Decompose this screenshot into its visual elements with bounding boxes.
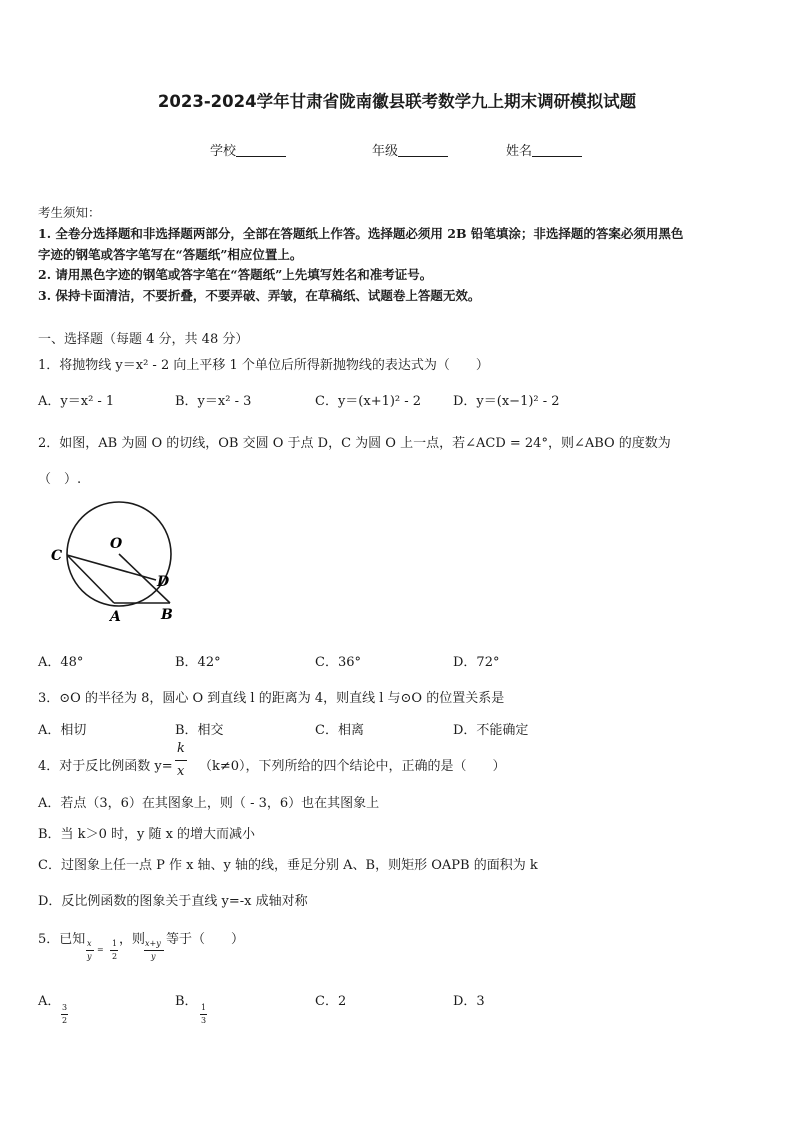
school-label: 学校 [210, 144, 237, 159]
q1-option-b[interactable]: B．y＝x² - 3 [175, 394, 252, 409]
q5-option-c[interactable]: C．2 [315, 994, 347, 1009]
q5-given-right-num: 1 [112, 939, 118, 948]
notice-heading: 考生须知： [38, 205, 101, 220]
q2-stem-tail: （ ）. [38, 472, 82, 487]
label-b: B [161, 607, 173, 623]
q2-option-a[interactable]: A．48° [38, 655, 84, 670]
q1-option-a[interactable]: A．y＝x² - 1 [38, 394, 115, 409]
q1-stem: 1．将抛物线 y＝x² - 2 向上平移 1 个单位后所得新抛物线的表达式为（ ） [38, 358, 489, 373]
q2-option-b[interactable]: B．42° [175, 655, 221, 670]
q5-option-b-label: B． [175, 994, 198, 1009]
q5-option-b[interactable] [175, 990, 198, 1009]
q5-option-a-den: 2 [62, 1016, 68, 1025]
q3-option-d[interactable]: D．不能确定 [453, 723, 529, 738]
grade-field[interactable] [372, 140, 448, 159]
q5-given-equals: = [97, 945, 104, 954]
q5-option-a[interactable] [38, 990, 60, 1009]
q1-option-d[interactable]: D．y＝(x−1)² - 2 [453, 394, 560, 409]
q4-stem-prefix: 4．对于反比例函数 y= [38, 759, 173, 774]
q5-ask-bar [144, 950, 164, 951]
q5-ask-num: x+y [145, 939, 161, 948]
q5-option-b-bar [200, 1014, 207, 1015]
name-blank[interactable] [532, 143, 582, 157]
school-field[interactable] [210, 140, 286, 159]
q5-option-a-num: 3 [62, 1003, 68, 1012]
q5-option-a-label: A． [38, 994, 61, 1009]
q2-option-c[interactable]: C．36° [315, 655, 361, 670]
notice-item-2: 2. 请用黑色字迹的钢笔或答字笔在“答题纸”上先填写姓名和准考证号。 [38, 267, 433, 282]
q4-option-a[interactable]: A．若点（3，6）在其图象上，则（ - 3，6）也在其图象上 [38, 796, 380, 811]
label-c: C [51, 548, 63, 564]
q4-option-c[interactable]: C．过图象上任一点 P 作 x 轴、y 轴的线，垂足分别 A、B，则矩形 OAPB 的面积为 k [38, 858, 538, 873]
q2-circle-figure [40, 500, 190, 630]
notice-item-1-line-1: 1. 全卷分选择题和非选择题两部分，全部在答题纸上作答。选择题必须用 2B 铅笔填涂；非选择题的答案必须用黑色 [38, 226, 684, 241]
q2-option-d[interactable]: D．72° [453, 655, 500, 670]
grade-label: 年级 [372, 144, 399, 159]
grade-blank[interactable] [398, 143, 448, 157]
q1-option-c[interactable]: C．y＝(x+1)² - 2 [315, 394, 422, 409]
q5-option-a-bar [61, 1014, 68, 1015]
q5-given-right-bar [110, 950, 118, 951]
name-label: 姓名 [506, 144, 533, 159]
school-blank[interactable] [236, 143, 286, 157]
q5-given-left-num: x [87, 939, 92, 948]
label-o: O [110, 536, 123, 552]
notice-item-3: 3. 保持卡面清洁，不要折叠，不要弄破、弄皱，在草稿纸、试题卷上答题无效。 [38, 288, 481, 303]
q5-given-left-den: y [87, 952, 92, 961]
q4-option-b[interactable]: B．当 k＞0 时，y 随 x 的增大而减小 [38, 827, 256, 842]
page-title: 2023-2024学年甘肃省陇南徽县联考数学九上期末调研模拟试题 [157, 92, 637, 111]
q5-option-b-den: 3 [201, 1016, 207, 1025]
q4-frac-numerator: k [177, 741, 185, 756]
q3-option-a[interactable]: A．相切 [38, 723, 87, 738]
section-heading: 一、选择题（每题 4 分，共 48 分） [38, 332, 249, 347]
q5-given-left-bar [86, 950, 94, 951]
q4-frac-bar [175, 760, 187, 761]
q5-ask-den: y [151, 952, 156, 961]
notice-item-1-line-2: 字迹的钢笔或答字笔写在“答题纸”相应位置上。 [38, 247, 303, 262]
q3-option-c[interactable]: C．相离 [315, 723, 364, 738]
q5-stem-mid: ，则 [119, 932, 146, 947]
name-field[interactable] [506, 140, 582, 159]
q2-stem: 2．如图，AB 为圆 O 的切线，OB 交圆 O 于点 D，C 为圆 O 上一点，若∠ACD = 24°，则∠ABO 的度数为 [38, 436, 671, 451]
q3-option-b[interactable]: B．相交 [175, 723, 224, 738]
q3-stem: 3．⊙O 的半径为 8，圆心 O 到直线 l 的距离为 4，则直线 l 与⊙O 的位置关系是 [38, 691, 505, 706]
q4-frac-denominator: x [177, 764, 185, 779]
q5-stem-suffix: 等于（ ） [166, 932, 245, 947]
q5-given-right-den: 2 [112, 952, 118, 961]
q4-option-d[interactable]: D．反比例函数的图象关于直线 y=-x 成轴对称 [38, 894, 308, 909]
q5-stem-prefix: 5．已知 [38, 932, 86, 947]
q4-stem-suffix: （k≠0），下列所给的四个结论中，正确的是（ ） [199, 759, 506, 774]
label-a: A [110, 609, 121, 625]
label-d: D [157, 574, 170, 590]
q5-option-d[interactable]: D．3 [453, 994, 485, 1009]
q5-option-b-num: 1 [201, 1003, 207, 1012]
